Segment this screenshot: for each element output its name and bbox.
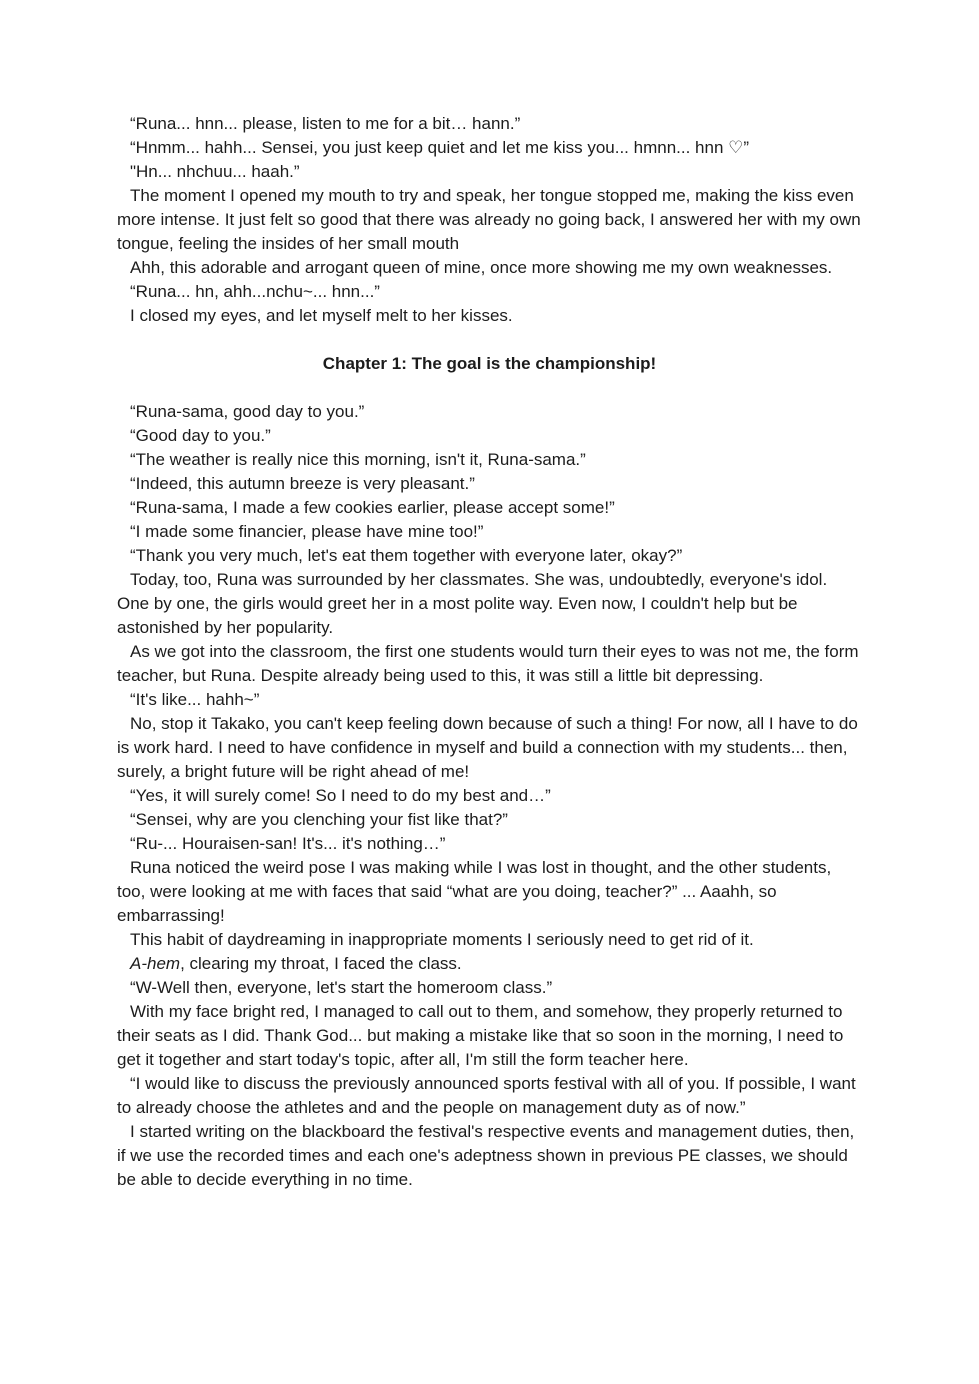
paragraph: “W-Well then, everyone, let's start the homeroom class.” (130, 978, 553, 997)
paragraph: “Runa... hn, ahh...nchu~... hnn...” (130, 282, 380, 301)
paragraph: “Runa-sama, good day to you.” (130, 402, 365, 421)
paragraph: This habit of daydreaming in inappropriate moments I seriously need to get rid of it. (130, 930, 754, 949)
paragraph: "Hn... nhchuu... haah.” (130, 162, 300, 181)
paragraph: Today, too, Runa was surrounded by her classmates. She was, undoubtedly, everyone's idol. One by one, the girls would greet her in a most polite way. Even now, I couldn't help but be astonished by her popularity. (117, 570, 828, 637)
paragraph: Runa noticed the weird pose I was making while I was lost in thought, and the other students, too, were looking at me with faces that said “what are you doing, teacher?” ... Aaahh, so embarrassing! (117, 858, 832, 925)
paragraph: “Runa... hnn... please, listen to me for a bit… hann.” (130, 114, 521, 133)
paragraph: “The weather is really nice this morning, isn't it, Runa-sama.” (130, 450, 586, 469)
paragraph: “It's like... hahh~” (130, 690, 260, 709)
paragraph: Ahh, this adorable and arrogant queen of mine, once more showing me my own weaknesses. (130, 258, 833, 277)
paragraph: The moment I opened my mouth to try and speak, her tongue stopped me, making the kiss even more intense. It just felt so good that there was already no going back, I answered her with my own tongue, feeling the insides of her small mouth (117, 186, 861, 253)
paragraph: “Thank you very much, let's eat them together with everyone later, okay?” (130, 546, 683, 565)
paragraph: As we got into the classroom, the first one students would turn their eyes to was not me, the form teacher, but Runa. Despite already being used to this, it was still a little bit depressing. (117, 642, 859, 685)
paragraph: A-hem, clearing my throat, I faced the class. (130, 954, 462, 973)
paragraph: “Yes, it will surely come! So I need to do my best and…” (130, 786, 551, 805)
paragraph: “Runa-sama, I made a few cookies earlier, please accept some!” (130, 498, 615, 517)
paragraph: “Indeed, this autumn breeze is very pleasant.” (130, 474, 475, 493)
paragraph: “Ru-... Houraisen-san! It's... it's nothing…” (130, 834, 446, 853)
paragraph: I started writing on the blackboard the festival's respective events and management duties, then, if we use the recorded times and each one's adeptness shown in previous PE classes, we should be able to decide everything in no time. (117, 1122, 855, 1189)
text-content (117, 112, 862, 1192)
chapter-heading: Chapter 1: The goal is the championship! (322, 354, 657, 373)
italic-lead: A-hem (130, 954, 181, 973)
paragraph: “Sensei, why are you clenching your fist like that?” (130, 810, 508, 829)
paragraph: “Hnmm... hahh... Sensei, you just keep quiet and let me kiss you... hmnn... hnn ♡” (130, 138, 750, 157)
paragraph: “I would like to discuss the previously announced sports festival with all of you. If possible, I want to already choose the athletes and and the people on management duty as of now.” (117, 1074, 856, 1117)
paragraph: I closed my eyes, and let myself melt to her kisses. (130, 306, 513, 325)
paragraph: “I made some financier, please have mine too!” (130, 522, 484, 541)
paragraph: With my face bright red, I managed to call out to them, and somehow, they properly returned to their seats as I did. Thank God... but making a mistake like that so soon in the morning, I need to get it together and start today's topic, after all, I'm still the form teacher here. (117, 1002, 844, 1069)
paragraph: No, stop it Takako, you can't keep feeling down because of such a thing! For now, all I have to do is work hard. I need to have confidence in myself and build a connection with my students... then, surely, a bright future will be right ahead of me! (117, 714, 858, 781)
paragraph: “Good day to you.” (130, 426, 271, 445)
